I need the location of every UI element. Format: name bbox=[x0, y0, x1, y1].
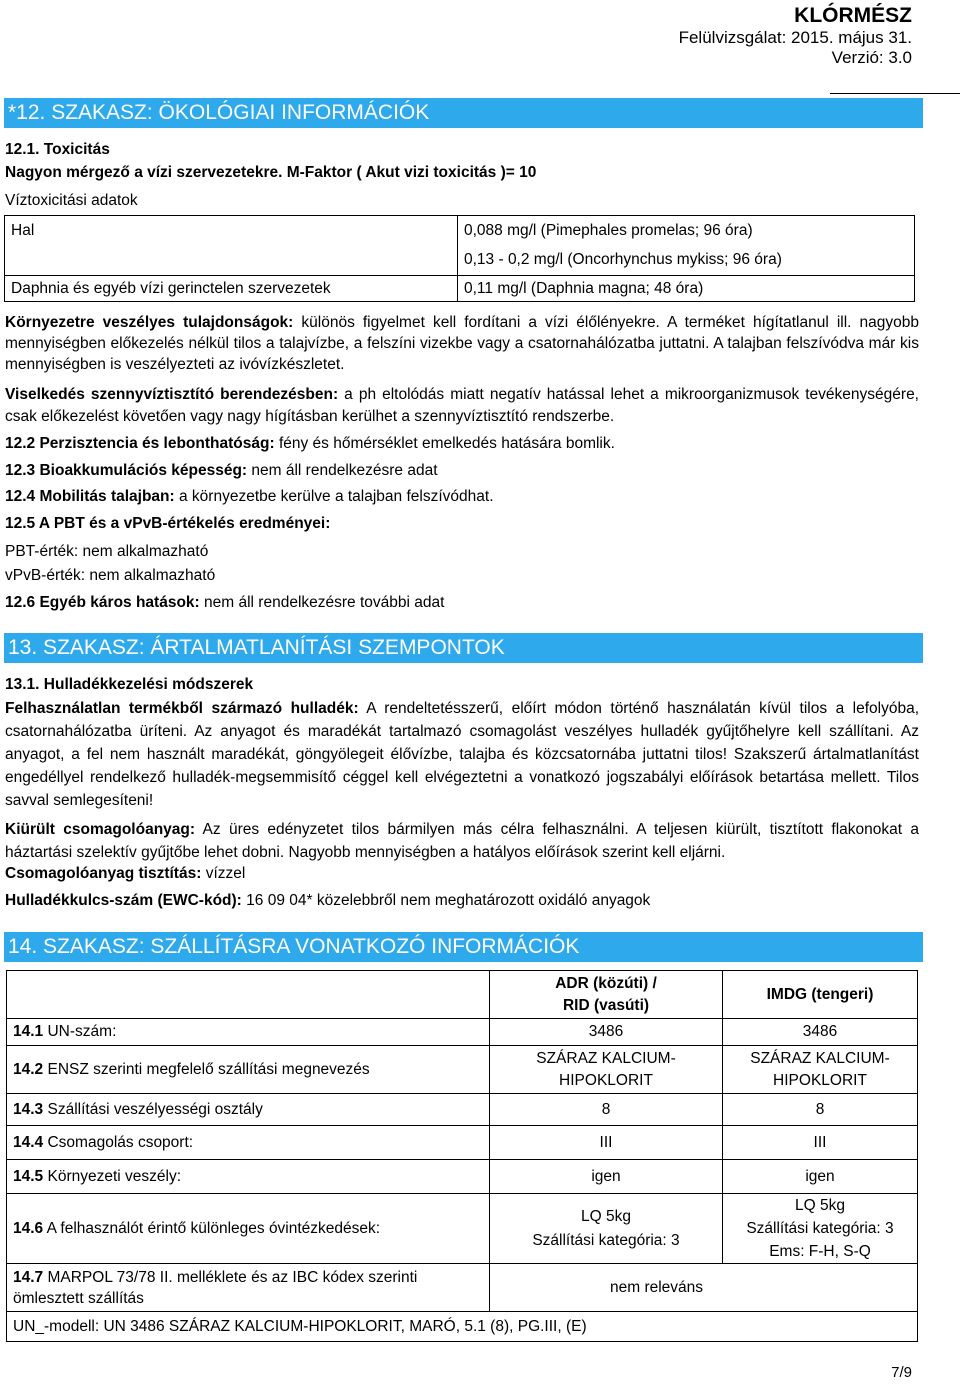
imdg-value bbox=[723, 1046, 918, 1094]
env-hazard-label: Környezetre veszélyes tulajdonságok: bbox=[5, 314, 294, 331]
header-blank-cell bbox=[7, 971, 490, 1019]
imdg-value bbox=[723, 1194, 918, 1264]
revision-date: Felülvizsgálat: 2015. május 31. bbox=[678, 28, 912, 47]
transport-row bbox=[7, 1046, 918, 1094]
product-name: KLÓRMÉSZ bbox=[794, 4, 912, 27]
row-number: 14.7 bbox=[13, 1268, 44, 1286]
waste-methods-heading: 13.1. Hulladékkezelési módszerek bbox=[5, 676, 254, 693]
persistence-text: fény és hőmérséklet emelkedés hatására bomlik. bbox=[278, 435, 615, 452]
row-number: 14.4 bbox=[13, 1133, 44, 1151]
packaging-text: Az üres edényzetet tilos bármilyen más célra felhasználni. A teljesen kiürült, tisztított flakonokat a háztartási szelektív gyűjtőbe lehet dobni. Nagyobb mennyiségben a hatályos előírások szerint kell eljárni. bbox=[5, 821, 920, 861]
mobility-line bbox=[5, 487, 494, 507]
adr-header bbox=[490, 971, 723, 1019]
row-label bbox=[7, 1094, 490, 1126]
marpol-label bbox=[7, 1264, 490, 1312]
waste-text: A rendeltetésszerű, előírt módon történő használatán kívül tilos a lefolyóba, csatornahálózatba üríteni. Az anyagot és maradékát tartalmazó csomagolást veszélyes hulladék gyűjtőhelyre kell szállítani. Az anyagot, a fel nem használt maradékát, göngyölegeit élővízbe, talajba és közcsatornába juttatni tilos! Szakszerű ártalmatlanítást engedéllyel rendelkező hulladék-megsemmisítő céggel kell elvégeztetni a vonatkozó jogszabályi előírások betartása mellett. Tilos savval semlegesíteni! bbox=[5, 700, 920, 809]
imdg-value-line: Ems: F-H, S-Q bbox=[769, 1243, 871, 1260]
ewc-label: Hulladékkulcs-szám (EWC-kód): bbox=[5, 892, 242, 909]
persistence-label: 12.2 Perzisztencia és lebonthatóság: bbox=[5, 435, 275, 452]
packaging-cleaning-line bbox=[5, 864, 245, 884]
row-label-text: A felhasználót érintő különleges óvintézkedések: bbox=[46, 1220, 381, 1237]
waste-label: Felhasználatlan termékből származó hulladék: bbox=[5, 700, 359, 717]
waste-paragraph bbox=[5, 697, 919, 812]
adr-value bbox=[490, 1194, 723, 1264]
adr-value-line: HIPOKLORIT bbox=[559, 1071, 653, 1089]
marpol-value: nem releváns bbox=[490, 1264, 918, 1312]
imdg-value: 8 bbox=[723, 1094, 918, 1126]
page-number: 7/9 bbox=[891, 1364, 912, 1381]
header-rule bbox=[830, 93, 960, 94]
version-label: Verzió: 3.0 bbox=[831, 48, 912, 67]
persistence-line bbox=[5, 434, 615, 454]
document-header bbox=[679, 4, 912, 68]
ewc-text: 16 09 04* közelebbről nem meghatározott oxidáló anyagok bbox=[246, 892, 651, 909]
bioaccumulation-label: 12.3 Bioakkumulációs képesség: bbox=[5, 462, 248, 479]
packaging-label: Kiürült csomagolóanyag: bbox=[5, 821, 196, 838]
imdg-value-line: HIPOKLORIT bbox=[773, 1071, 867, 1089]
pbt-value: PBT-érték: nem alkalmazható bbox=[5, 543, 209, 560]
row-number: 14.2 bbox=[13, 1060, 44, 1078]
transport-row bbox=[7, 1194, 918, 1264]
transport-row bbox=[7, 1019, 918, 1046]
adr-value bbox=[490, 1046, 723, 1094]
fish-value-1: 0,088 mg/l (Pimephales promelas; 96 óra) bbox=[458, 216, 915, 246]
mobility-text: a környezetbe kerülve a talajban felszívódhat. bbox=[179, 488, 494, 505]
adr-header-line-1: ADR (közúti) / bbox=[555, 974, 657, 992]
stp-label: Viselkedés szennyvíztisztító berendezésben: bbox=[5, 386, 339, 403]
section-12-title: *12. SZAKASZ: ÖKOLÓGIAI INFORMÁCIÓK bbox=[4, 98, 923, 128]
imdg-value-line: LQ 5kg bbox=[795, 1197, 845, 1214]
adr-value: III bbox=[490, 1126, 723, 1160]
row-label bbox=[7, 1019, 490, 1046]
pbt-heading: 12.5 A PBT és a vPvB-értékelés eredményei: bbox=[5, 515, 331, 532]
imdg-value: igen bbox=[723, 1160, 918, 1194]
water-tox-label: Víztoxicitási adatok bbox=[5, 192, 138, 209]
row-label-text: ENSZ szerinti megfelelő szállítási megnevezés bbox=[47, 1060, 370, 1078]
transport-row bbox=[7, 1160, 918, 1194]
env-hazard-paragraph bbox=[5, 312, 919, 375]
fish-value-2: 0,13 - 0,2 mg/l (Oncorhynchus mykiss; 96 óra) bbox=[458, 246, 915, 276]
marpol-row bbox=[7, 1264, 918, 1312]
section-14-title: 14. SZAKASZ: SZÁLLÍTÁSRA VONATKOZÓ INFORMÁCIÓK bbox=[4, 932, 923, 962]
imdg-value: 3486 bbox=[723, 1019, 918, 1046]
toxicity-table bbox=[4, 215, 915, 302]
row-label bbox=[7, 1194, 490, 1264]
adr-value: igen bbox=[490, 1160, 723, 1194]
row-label bbox=[7, 1160, 490, 1194]
daphnia-value: 0,11 mg/l (Daphnia magna; 48 óra) bbox=[458, 276, 915, 302]
packaging-cleaning-label: Csomagolóanyag tisztítás: bbox=[5, 865, 202, 882]
stp-text: a ph eltolódás miatt negatív hatással lehet a mikroorganizmusok tevékenységére, csak előkezelést követően vagy nagy hígításban kerülhet a szennyvíztisztító rendszerbe. bbox=[5, 386, 919, 425]
adr-value: 8 bbox=[490, 1094, 723, 1126]
row-label-text: Környezeti veszély: bbox=[47, 1167, 182, 1185]
row-number: 14.3 bbox=[13, 1100, 44, 1118]
marpol-label-text: MARPOL 73/78 II. melléklete és az IBC kódex szerinti ömlesztett szállítás bbox=[13, 1268, 418, 1307]
un-model: UN_-modell: UN 3486 SZÁRAZ KALCIUM-HIPOKLORIT, MARÓ, 5.1 (8), PG.III, (E) bbox=[7, 1312, 918, 1342]
packaging-cleaning-text: vízzel bbox=[205, 865, 246, 882]
packaging-paragraph bbox=[5, 818, 919, 864]
row-number: 14.1 bbox=[13, 1023, 44, 1040]
section-13-title: 13. SZAKASZ: ÁRTALMATLANÍTÁSI SZEMPONTOK bbox=[4, 633, 923, 663]
imdg-header: IMDG (tengeri) bbox=[723, 971, 918, 1019]
stp-paragraph bbox=[5, 384, 919, 428]
transport-row bbox=[7, 1126, 918, 1160]
other-effects-label: 12.6 Egyéb káros hatások: bbox=[5, 594, 200, 611]
adr-value-line: SZÁRAZ KALCIUM- bbox=[536, 1049, 676, 1067]
row-number: 14.6 bbox=[13, 1220, 44, 1237]
mobility-label: 12.4 Mobilitás talajban: bbox=[5, 488, 175, 505]
imdg-value: III bbox=[723, 1126, 918, 1160]
transport-table bbox=[6, 970, 918, 1342]
imdg-value-line: Szállítási kategória: 3 bbox=[746, 1220, 894, 1237]
adr-value-line: LQ 5kg bbox=[581, 1207, 631, 1225]
toxicity-statement: Nagyon mérgező a vízi szervezetekre. M-Faktor ( Akut vizi toxicitás )= 10 bbox=[5, 164, 537, 181]
row-label bbox=[7, 1126, 490, 1160]
bioaccumulation-line bbox=[5, 461, 438, 481]
other-effects-line bbox=[5, 593, 444, 613]
transport-row bbox=[7, 1094, 918, 1126]
row-label-text: Csomagolás csoport: bbox=[47, 1133, 194, 1151]
row-label-text: Szállítási veszélyességi osztály bbox=[47, 1100, 263, 1118]
row-number: 14.5 bbox=[13, 1167, 44, 1185]
imdg-value-line: SZÁRAZ KALCIUM- bbox=[750, 1049, 890, 1067]
env-hazard-text: különös figyelmet kell fordítani a vízi élőlényekre. A terméket hígítatlanul ill. nagyobb mennyiségben előkezelés nélkül tilos a talajvízbe, a felszíni vizekbe vagy a csatornahálózatba juttatni. A talajban felszívódva már kis mennyiségben is veszélyezteti az ivóvízkészletet. bbox=[5, 314, 920, 373]
adr-header-line-2: RID (vasúti) bbox=[562, 996, 650, 1014]
ewc-line bbox=[5, 891, 650, 911]
other-effects-text: nem áll rendelkezésre további adat bbox=[204, 594, 445, 611]
adr-value-line: Szállítási kategória: 3 bbox=[532, 1231, 680, 1249]
vpvb-value: vPvB-érték: nem alkalmazható bbox=[5, 567, 216, 584]
adr-value: 3486 bbox=[490, 1019, 723, 1046]
row-label-text: UN-szám: bbox=[47, 1023, 117, 1040]
bioaccumulation-text: nem áll rendelkezésre adat bbox=[251, 462, 438, 479]
toxicity-heading: 12.1. Toxicitás bbox=[5, 141, 110, 158]
organism-fish: Hal bbox=[5, 216, 458, 276]
row-label bbox=[7, 1046, 490, 1094]
organism-daphnia: Daphnia és egyéb vízi gerinctelen szervezetek bbox=[5, 276, 458, 302]
